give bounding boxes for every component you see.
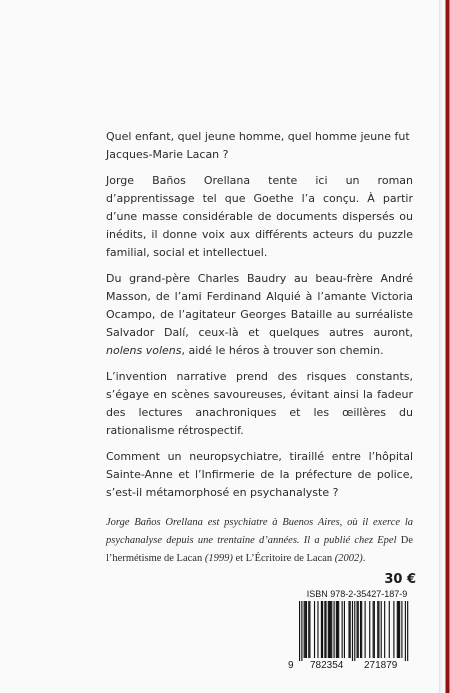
barcode-bar: [393, 601, 394, 658]
paragraph-1: Quel enfant, quel jeune homme, quel homme jeune fut Jacques-Marie Lacan ?: [106, 130, 410, 161]
blurb-text: [106, 128, 413, 576]
barcode-bar: [337, 601, 338, 658]
price-label: 30 €: [384, 572, 416, 587]
barcode-bar: [344, 601, 345, 658]
barcode-bar: [352, 601, 353, 661]
barcode-bar: [373, 601, 374, 658]
barcode-bar: [317, 601, 318, 658]
barcode-bar: [389, 601, 390, 658]
bio-end: .: [362, 553, 366, 564]
isbn-label: ISBN 978-2-35427-187-9: [306, 589, 408, 599]
barcode-bar: [338, 601, 339, 658]
bio-and: et: [235, 553, 246, 564]
paragraph-3-italic: nolens volens: [106, 344, 182, 357]
barcode-bar: [377, 601, 378, 658]
paragraph-2: Jorge Baños Orellana tente ici un roman d’apprentissage tel que Goethe l’a conçu. À partir d’une masse considérable de documents dispersés ou inédits, il donne voix aux différents acteurs du puzzle familial, social et intellectuel.: [106, 174, 413, 259]
author-bio: [106, 514, 413, 568]
bio-year-2: (2002): [332, 553, 363, 564]
barcode-bar: [360, 601, 361, 658]
barcode-icon: [296, 601, 416, 661]
barcode-bar: [381, 601, 382, 658]
barcode-bar: [304, 601, 305, 658]
bio-book-title-2: L’Écritoire de Lacan: [245, 553, 333, 564]
barcode-bar: [369, 601, 370, 658]
barcode-bar: [299, 601, 300, 661]
barcode-bar: [336, 601, 337, 658]
barcode-bar: [305, 601, 306, 658]
paragraph-4: L’invention narrative prend des risques constants, s’égaye en scènes savoureuses, évitant ainsi la fadeur des lectures anachroniques et les œillères du rationalisme rétrospectif.: [106, 370, 413, 437]
barcode-bar: [358, 601, 359, 658]
barcode-bar: [399, 601, 400, 658]
barcode-bar: [361, 601, 362, 658]
barcode-right-group: 271879: [364, 660, 398, 671]
bio-book-title-1: De l’hermétisme de Lacan: [106, 535, 413, 564]
bio-text: Jorge Baños Orellana est psychiatre à Buenos Aires, où il exerce la psychanalyse depuis une trentaine d’années. Il a publié chez Epel: [106, 517, 413, 546]
barcode-bar: [354, 601, 355, 661]
barcode-bar: [398, 601, 399, 658]
paragraph-3-end: , aidé le héros à trouver son chemin.: [181, 344, 384, 357]
bio-year-1: (1999): [202, 553, 236, 564]
barcode-first-digit: 9: [288, 660, 294, 671]
barcode-bar: [378, 601, 379, 658]
barcode-bar: [314, 601, 315, 658]
barcode-bar: [322, 601, 323, 658]
barcode-bar: [329, 601, 330, 658]
barcode-bar: [334, 601, 335, 658]
barcode-bar: [365, 601, 366, 658]
paragraph-5: Comment un neuropsychiatre, tiraillé entre l’hôpital Sainte-Anne et l’Infirmerie de la préfecture de police, s’est-il métamorphosé en psychanalyste ?: [106, 450, 413, 499]
paragraph-3: [106, 270, 413, 360]
barcode-bar: [306, 601, 307, 658]
barcode-bar: [342, 601, 343, 658]
barcode-bar: [330, 601, 331, 658]
barcode-bar: [325, 601, 326, 658]
barcode-bar: [401, 601, 402, 658]
barcode-bar: [331, 601, 332, 658]
barcode-block: [288, 589, 418, 673]
barcode-bar: [301, 601, 302, 661]
barcode-bar: [308, 601, 309, 658]
barcode-bar: [348, 601, 349, 658]
barcode-bar: [324, 601, 325, 658]
barcode-bar: [374, 601, 375, 658]
barcode-bar: [384, 601, 385, 658]
barcode-digits: [288, 660, 418, 672]
barcode-bar: [407, 601, 408, 661]
barcode-bar: [350, 601, 351, 658]
barcode-bar: [321, 601, 322, 658]
barcode-left-group: 782354: [310, 660, 344, 671]
barcode-bar: [405, 601, 406, 661]
spine-edge: [440, 0, 450, 693]
barcode-bar: [309, 601, 310, 658]
barcode-bar: [357, 601, 358, 658]
paragraph-3-start: Du grand-père Charles Baudry au beau-frère André Masson, de l’ami Ferdinand Alquié à l’amante Victoria Ocampo, de l’agitateur Georges Bataille au surréaliste Salvador Dalí, ceux-là et quelques autres auront,: [106, 272, 413, 339]
barcode-bar: [397, 601, 398, 658]
barcode-bar: [328, 601, 329, 658]
